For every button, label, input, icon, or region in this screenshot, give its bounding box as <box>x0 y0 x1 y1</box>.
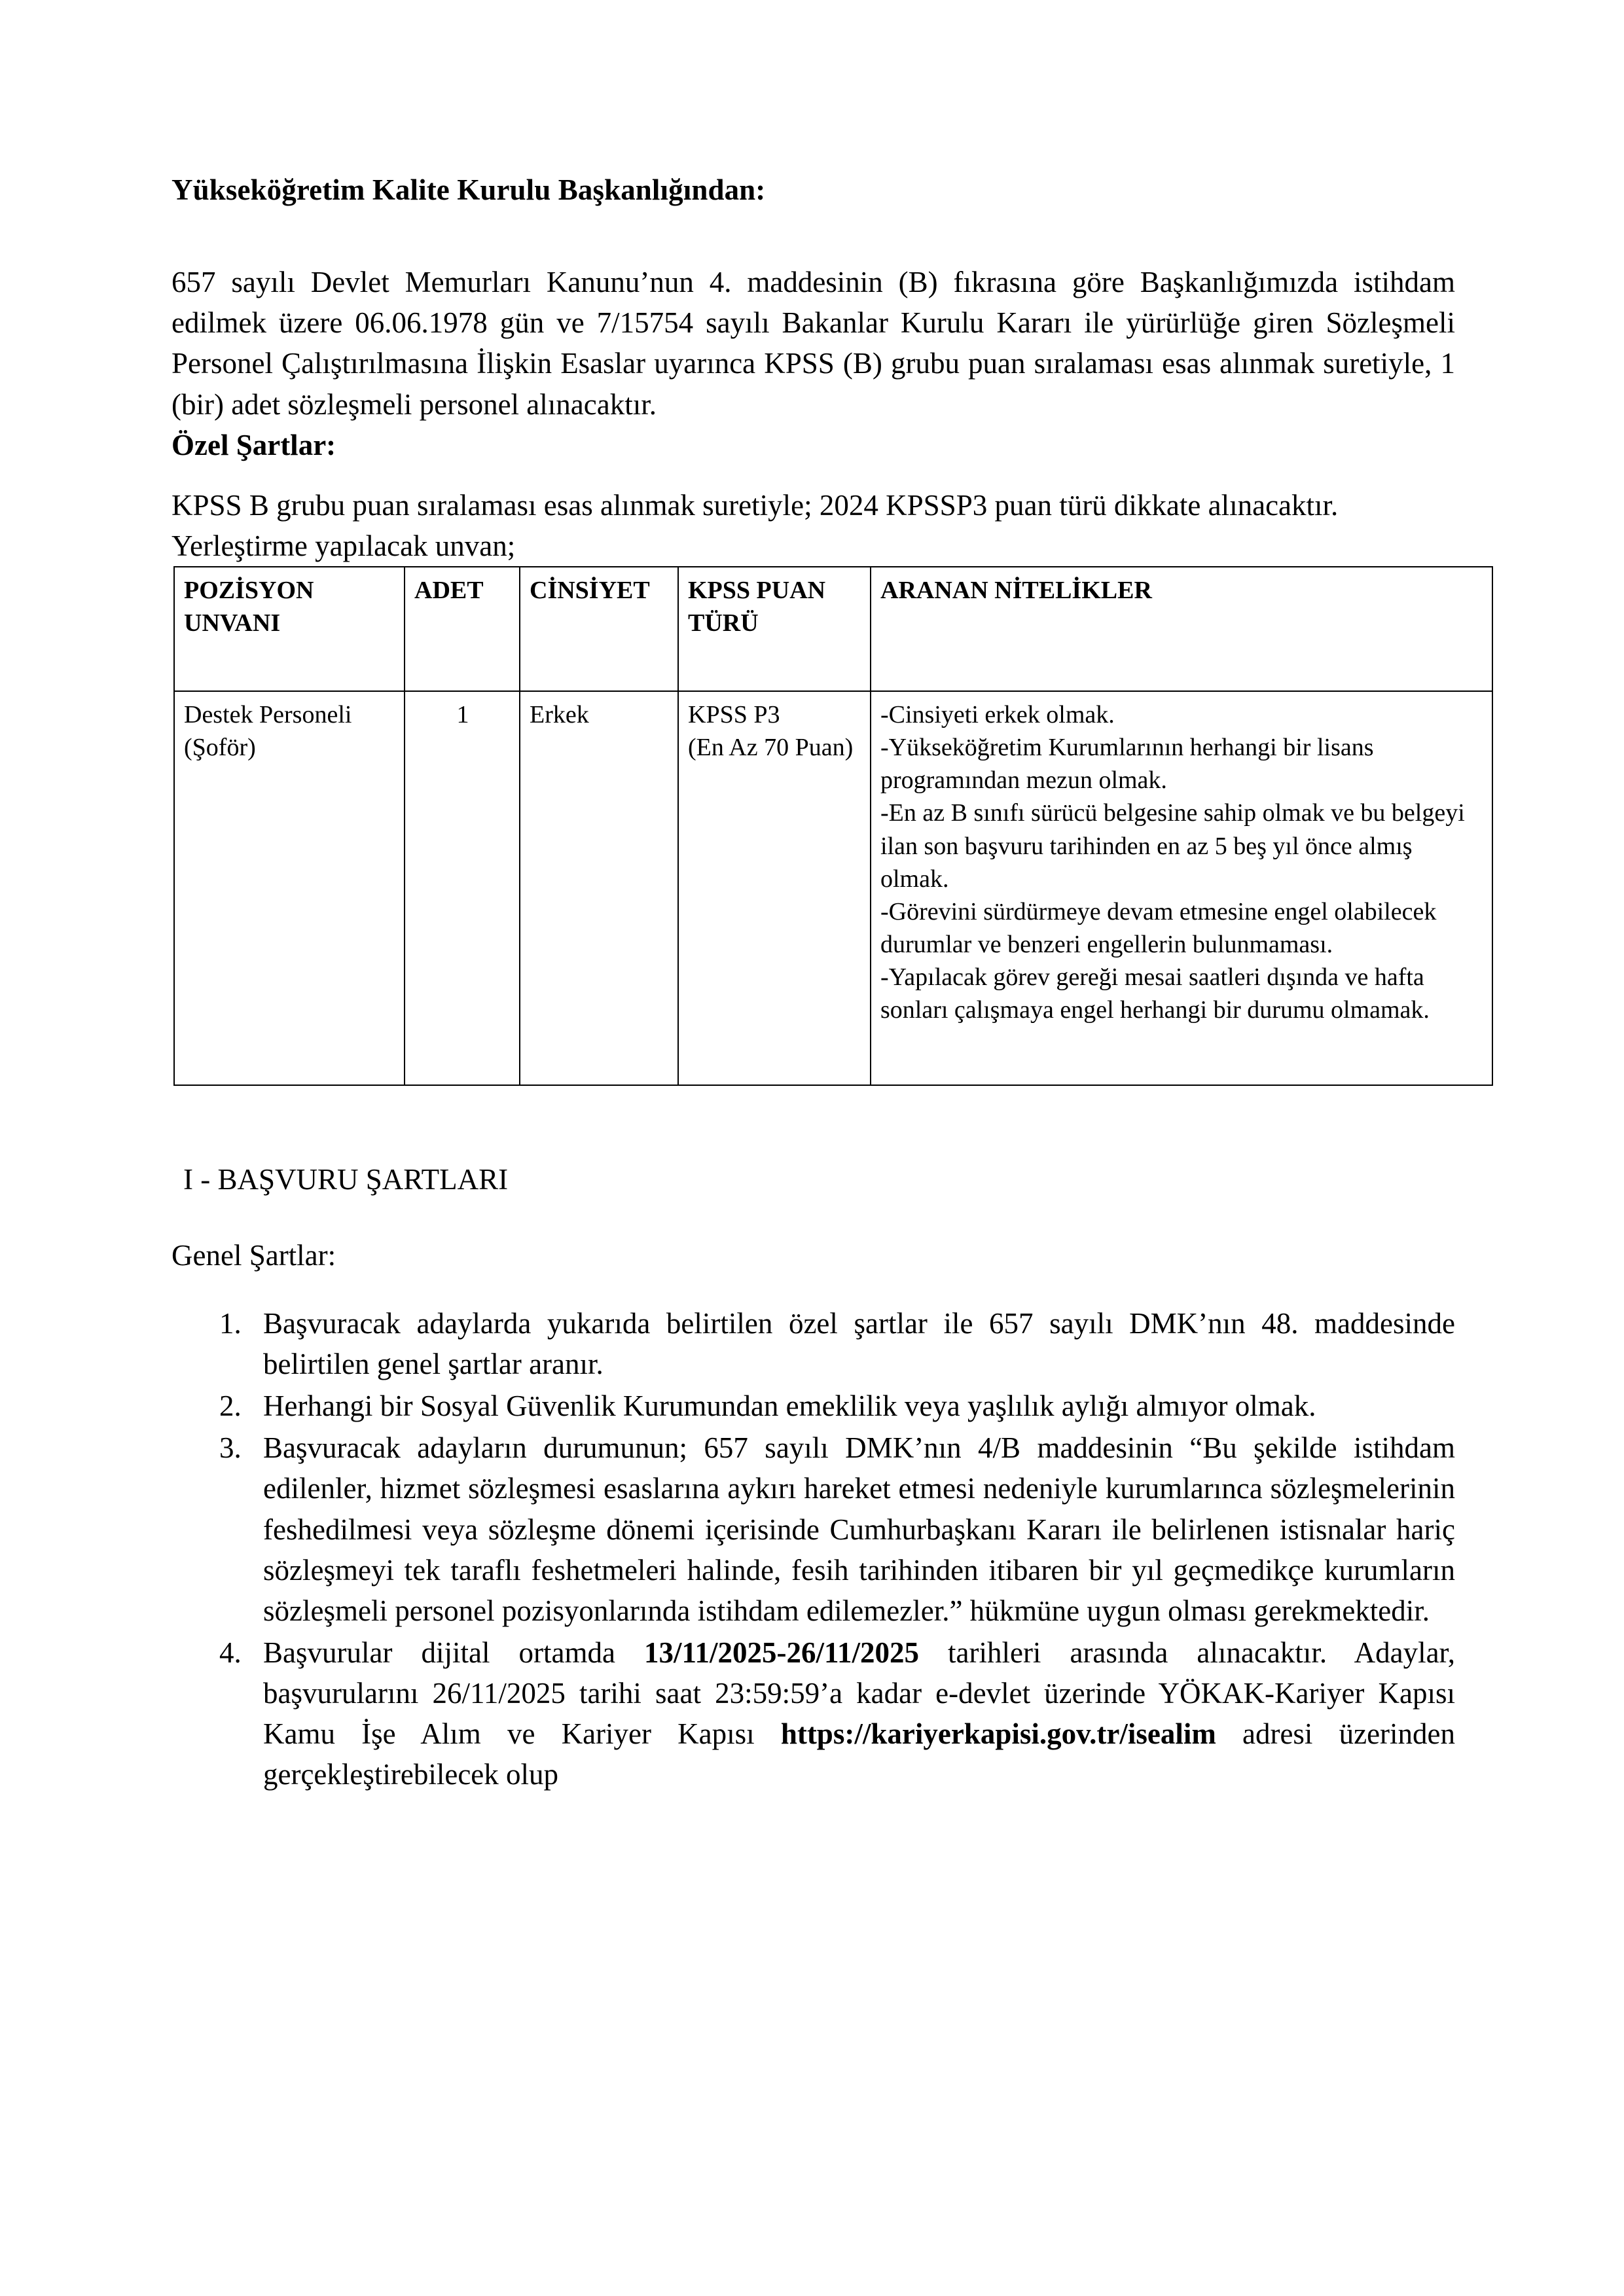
page-title: Yükseköğretim Kalite Kurulu Başkanlığından: <box>171 173 766 206</box>
header-required-qualifications: ARANAN NİTELİKLER <box>871 567 1492 691</box>
qualification-item: -Görevini sürdürmeye devam etmesine engel olabilecek durumlar ve benzeri engellerin bulunmaması. <box>880 897 1437 958</box>
cell-gender: Erkek <box>520 691 678 1085</box>
qualification-item: -Cinsiyeti erkek olmak. <box>880 700 1115 728</box>
header-gender: CİNSİYET <box>520 567 678 691</box>
list-item <box>249 1303 1455 1384</box>
application-url[interactable]: https://kariyerkapisi.gov.tr/isealim <box>780 1717 1216 1751</box>
placement-line: Yerleştirme yapılacak unvan; <box>171 529 516 562</box>
special-conditions-paragraph: KPSS B grubu puan sıralaması esas alınmak suretiyle; 2024 KPSSP3 puan türü dikkate alınacaktır. <box>171 488 1339 522</box>
condition-text-part1: Başvurular dijital ortamda <box>263 1636 644 1669</box>
header-position-title: POZİSYON UNVANI <box>174 567 405 691</box>
cell-required-qualifications <box>871 691 1492 1085</box>
cell-kpss-score-type <box>678 691 871 1085</box>
condition-text-part2: tarihleri arasında alınacaktır. Adaylar, başvurularını 26/11/2025 tarihi saat 23:59:59’a kadar e-devlet üzerinde YÖKAK-Kariyer Kapısı Kamu İşe Alım ve Kariyer Kapısı <box>263 1636 1455 1751</box>
special-conditions-heading: Özel Şartlar: <box>171 428 336 461</box>
kpss-score-sub: (En Az 70 Puan) <box>688 734 854 762</box>
general-conditions-label: Genel Şartlar: <box>171 1239 336 1272</box>
table-row <box>174 691 1492 1085</box>
condition-text-with-dates <box>263 1632 1455 1795</box>
positions-table <box>173 566 1493 1086</box>
condition-text: 3. Başvuracak adayların durumunun; 657 sayılı DMK’nın 4/B maddesinin “Bu şekilde istihdam edilenler, hizmet sözleşmesi esaslarına aykırı hareket etmesi nedeniyle kurumlarınca sözleşmelerinin feshedilmesi veya sözleşme dönemi içerisinde Cumhurbaşkanı Kararı ile belirlenen istisnalar hariç sözleşmeyi tek taraflı feshetmeleri halinde, fesih tarihinden itibaren bir yıl geçmedikçe kurumların sözleşmeli personel pozisyonlarında istihdam edilemezler.” hükmüne uygun olması gerekmektedir. <box>263 1431 1455 1627</box>
qualification-item: -Yapılacak görev gereği mesai saatleri dışında ve hafta sonları çalışmaya engel herhangi bir durumu olmamak. <box>880 963 1430 1024</box>
qualification-item: -Yükseköğretim Kurumlarının herhangi bir lisans programından mezun olmak. <box>880 734 1374 795</box>
header-kpss-score-type: KPSS PUAN TÜRÜ <box>678 567 871 691</box>
list-item <box>249 1632 1455 1795</box>
table-header-row <box>174 567 1492 691</box>
condition-text: 2. Herhangi bir Sosyal Güvenlik Kurumundan emeklilik veya yaşlılık aylığı almıyor olmak. <box>263 1390 1316 1423</box>
qualification-item: -En az B sınıfı sürücü belgesine sahip olmak ve bu belgeyi ilan son başvuru tarihinden en az 5 beş yıl önce almış olmak. <box>880 799 1465 893</box>
kpss-score-main: KPSS P3 <box>688 700 780 728</box>
application-date-range: 13/11/2025-26/11/2025 <box>643 1636 919 1669</box>
cell-quantity: 1 <box>405 691 520 1085</box>
application-section-heading: I - BAŞVURU ŞARTLARI <box>183 1162 509 1196</box>
conditions-list <box>171 1303 1455 1795</box>
cell-position-title: Destek Personeli (Şoför) <box>174 691 405 1085</box>
condition-text: 1. Başvuracak adaylarda yukarıda belirtilen özel şartlar ile 657 sayılı DMK’nın 48. maddesinde belirtilen genel şartlar aranır. <box>263 1307 1455 1381</box>
list-item <box>249 1427 1455 1630</box>
condition-text-part3: adresi üzerinden gerçekleştirebilecek olup <box>263 1717 1456 1791</box>
intro-paragraph: 657 sayılı Devlet Memurları Kanunu’nun 4. maddesinin (B) fıkrasına göre Başkanlığımızda istihdam edilmek üzere 06.06.1978 gün ve 7/15754 sayılı Bakanlar Kurulu Kararı ile yürürlüğe giren Sözleşmeli Personel Çalıştırılmasına İlişkin Esaslar uyarınca KPSS (B) grubu puan sıralaması esas alınmak suretiyle, 1 (bir) adet sözleşmeli personel alınacaktır. <box>171 266 1455 421</box>
header-quantity: ADET <box>405 567 520 691</box>
list-item <box>249 1386 1455 1426</box>
